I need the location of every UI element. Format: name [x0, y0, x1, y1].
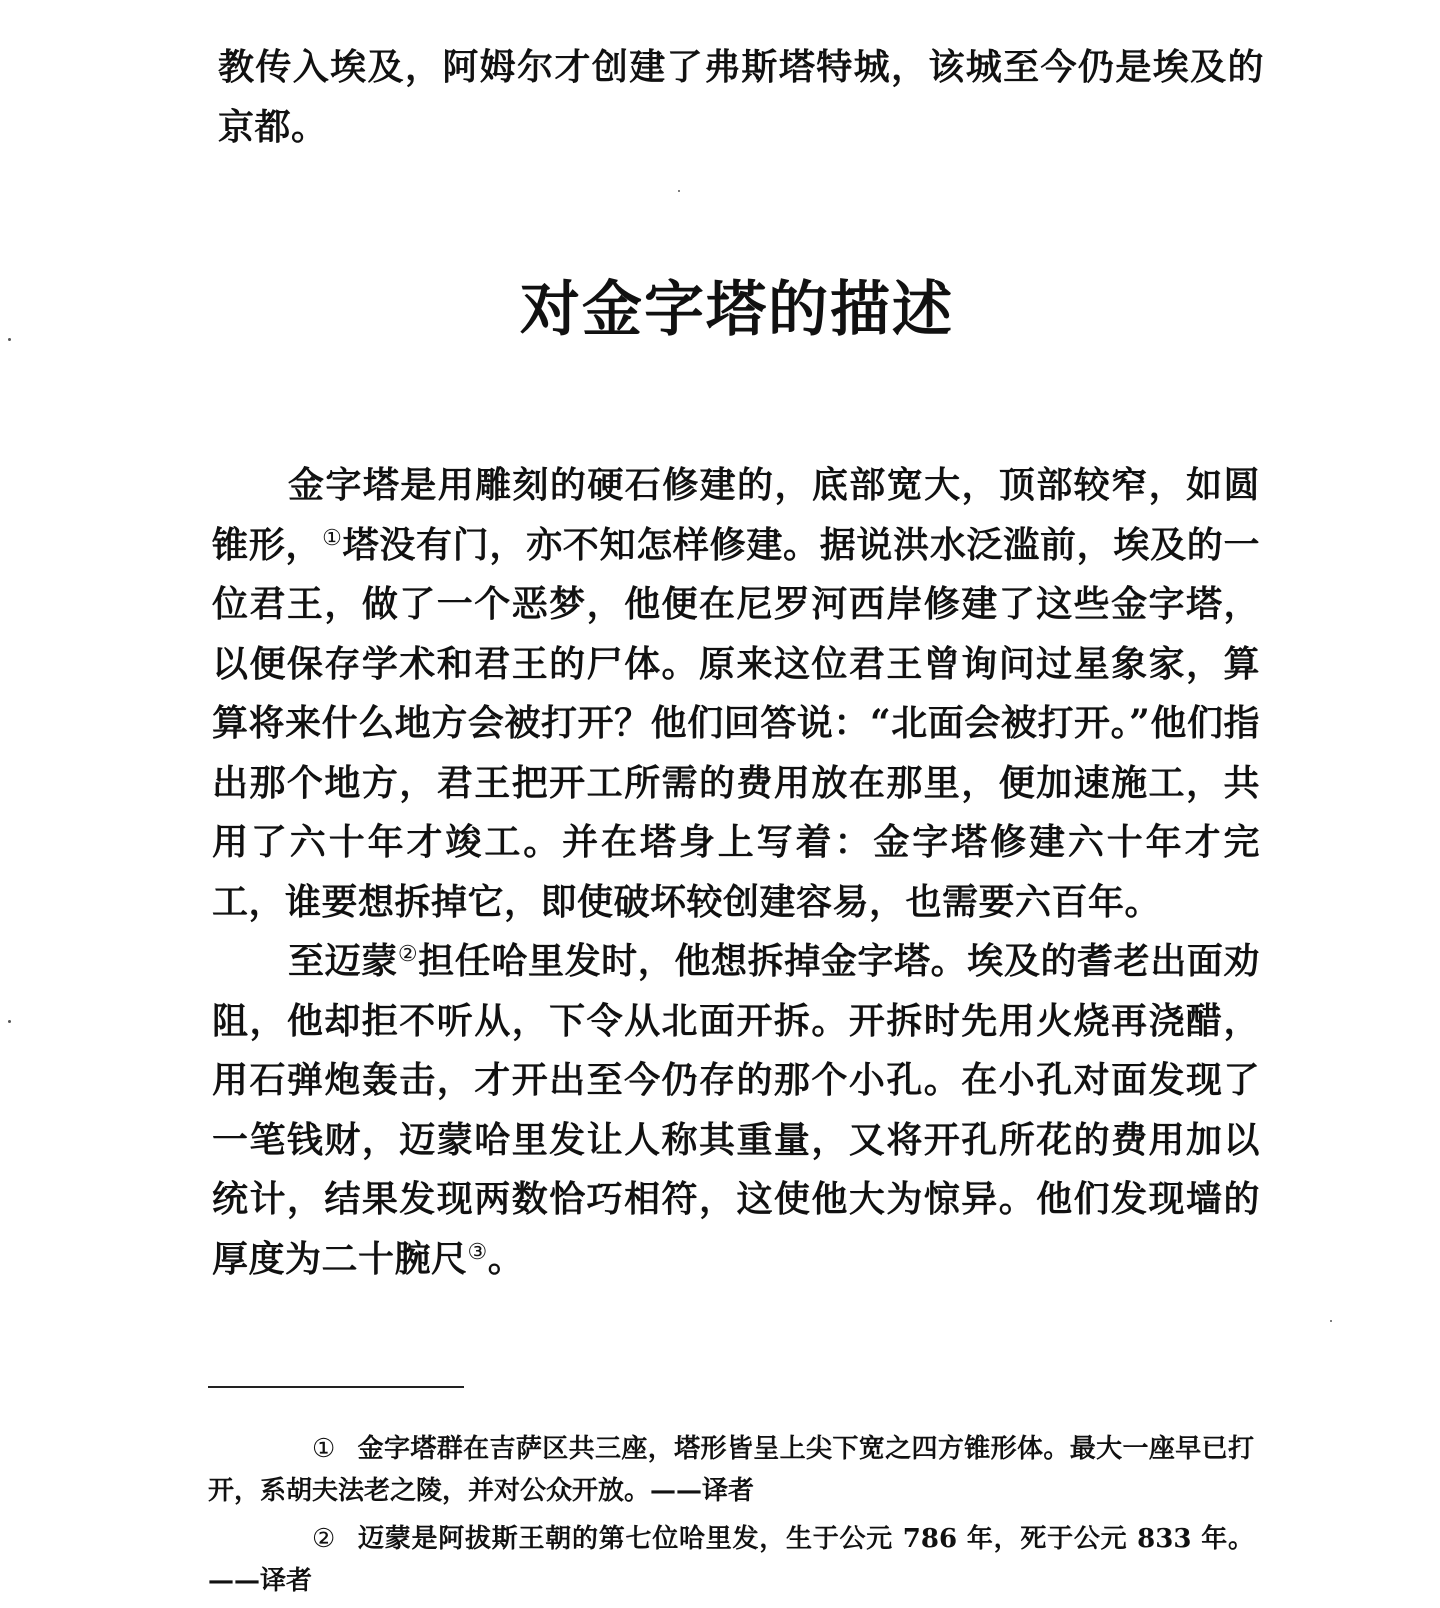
- footnote-divider: [208, 1386, 464, 1388]
- paragraph-2: [212, 932, 1260, 1289]
- footnote-2-number: ②: [312, 1524, 336, 1554]
- scan-speck: [678, 190, 680, 192]
- footnote-marker-2: ②: [397, 942, 419, 967]
- paragraph-2-start: 至迈蒙: [288, 940, 398, 982]
- footnote-marker-3: ③: [467, 1239, 488, 1265]
- paragraph-1-start: 金字塔是用雕刻的硬石修建的，底部宽大，顶部较窄，如圆锥形，: [212, 464, 1260, 566]
- scan-speck: [8, 338, 11, 341]
- footnotes: [208, 1428, 1254, 1608]
- footnote-1-text: 金字塔群在吉萨区共三座，塔形皆呈上尖下宽之四方锥形体。最大一座早已打开，系胡夫法老之陵，并对公众开放。——译者: [208, 1434, 1254, 1506]
- section-title: 对金字塔的描述: [520, 275, 954, 345]
- carry-over-paragraph: [218, 38, 1264, 157]
- footnote-marker-1: ①: [322, 525, 343, 551]
- paragraph-2-middle: 担任哈里发时，他想拆掉金字塔。埃及的耆老出面劝阻，他却拒不听从，下令从北面开拆。开拆时先用火烧再浇醋，用石弹炮轰击，才开出至今仍存的那个小孔。在小孔对面发现了一笔钱财，迈蒙哈里发让人称其重量，又将开孔所花的费用加以统计，结果发现两数恰巧相符，这使他大为惊异。他们发现墙的厚度为二十腕尺: [212, 940, 1260, 1280]
- footnote-2-text: 迈蒙是阿拔斯王朝的第七位哈里发，生于公元 786 年，死于公元 833 年。——译者: [208, 1524, 1254, 1596]
- paragraph-2-end: 。: [487, 1237, 525, 1280]
- scan-speck: [8, 1020, 11, 1023]
- footnote-2: [208, 1518, 1254, 1602]
- paragraph-1: [212, 456, 1260, 932]
- paragraph-1-rest: 塔没有门，亦不知怎样修建。据说洪水泛滥前，埃及的一位君王，做了一个恶梦，他便在尼罗河西岸修建了这些金字塔，以便保存学术和君王的尸体。原来这位君王曾询问过星象家，算算将来什么地方会被打开？他们回答说：“北面会被打开。”他们指出那个地方，君王把开工所需的费用放在那里，便加速施工，共用了六十年才竣工。并在塔身上写着：金字塔修建六十年才完工，谁要想拆掉它，即使破坏较创建容易，也需要六百年。: [212, 523, 1260, 923]
- scan-speck: [1330, 1320, 1332, 1322]
- footnote-1-number: ①: [312, 1434, 336, 1464]
- footnote-1: [208, 1428, 1254, 1512]
- carry-over-text: 教传入埃及，阿姆尔才创建了弗斯塔特城，该城至今仍是埃及的京都。: [218, 46, 1264, 148]
- body-text: [212, 456, 1260, 1289]
